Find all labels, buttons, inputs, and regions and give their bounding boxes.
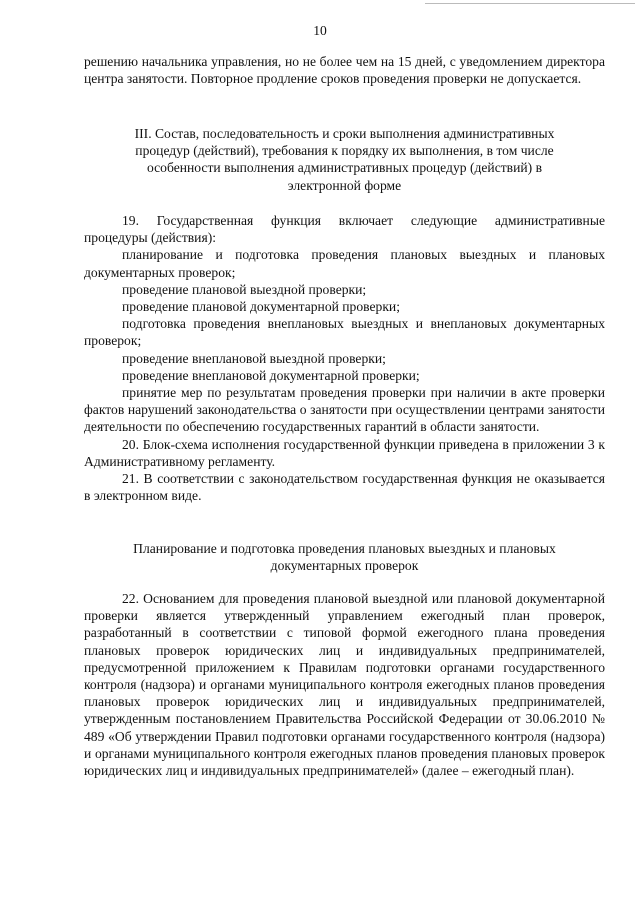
- paragraph-19-line: 19. Государственная функция включает следующие административные: [122, 213, 605, 228]
- section-3-heading-line: электронной форме: [287, 177, 402, 193]
- section-3-heading: [84, 125, 605, 194]
- paragraph-19-line: процедуры (действия):: [84, 230, 217, 246]
- procedure-list-item: проведение плановой выездной проверки;: [122, 281, 367, 297]
- procedure-list-item: подготовка проведения внеплановых выездных и внеплановых документарных проверок;: [84, 316, 605, 349]
- procedure-list-item: проведение внеплановой документарной проверки;: [122, 367, 420, 383]
- top-edge-line: [425, 3, 635, 4]
- paragraph-22: 22. Основанием для проведения плановой выездной или плановой документарной проверки является утвержденный управлением ежегодный план проверок, разработанный в соответствии с типовой формой ежегодного плана проведения плановых проверок юридических лиц и индивидуальных предпринимателей, предусмотренной приложением к Правилам подготовки органами государственного контроля (надзора) и органами муниципального контроля ежегодных планов проведения плановых проверок юридических лиц и индивидуальных предпринимателей, утвержденным постановлением Правительства Российской Федерации от 30.06.2010 № 489 «Об утверждении Правил подготовки органами государственного контроля (надзора) и органами муниципального контроля ежегодных планов проведения плановых проверок юридических лиц и индивидуальных предпринимателей» (далее – ежегодный план).: [84, 591, 605, 779]
- paragraph-21: 21. В соответствии с законодательством государственная функция не оказывается в электронном виде.: [84, 471, 605, 504]
- procedure-list-item: планирование и подготовка проведения плановых выездных и плановых документарных проверок;: [84, 247, 605, 280]
- procedure-list-item: проведение внеплановой выездной проверки;: [122, 350, 386, 366]
- section-3-heading-line: III. Состав, последовательность и сроки выполнения административных: [134, 126, 555, 141]
- page-number: 10: [313, 23, 327, 38]
- section-3-heading-line: особенности выполнения административных процедур (действий) в: [147, 160, 542, 176]
- subsection-heading: [84, 540, 605, 574]
- subsection-heading-line: документарных проверок: [270, 558, 419, 574]
- procedure-list-item: принятие мер по результатам проведения проверки при наличии в акте проверки фактов нарушений законодательства о занятости при осуществлении центрами занятости деятельности по обеспечению государственных гарантий в области занятости.: [84, 385, 605, 435]
- paragraph-19: [84, 212, 605, 504]
- paragraph-intro: решению начальника управления, но не более чем на 15 дней, с уведомлением директора центра занятости. Повторное продление сроков проведения проверки не допускается.: [84, 54, 605, 87]
- section-3-heading-line: процедур (действий), требования к порядку их выполнения, в том числе: [135, 143, 554, 159]
- subsection-heading-line: Планирование и подготовка проведения плановых выездных и плановых: [133, 541, 556, 556]
- procedure-list-item: проведение плановой документарной проверки;: [122, 299, 400, 315]
- paragraph-20: 20. Блок-схема исполнения государственной функции приведена в приложении 3 к Административному регламенту.: [84, 436, 605, 469]
